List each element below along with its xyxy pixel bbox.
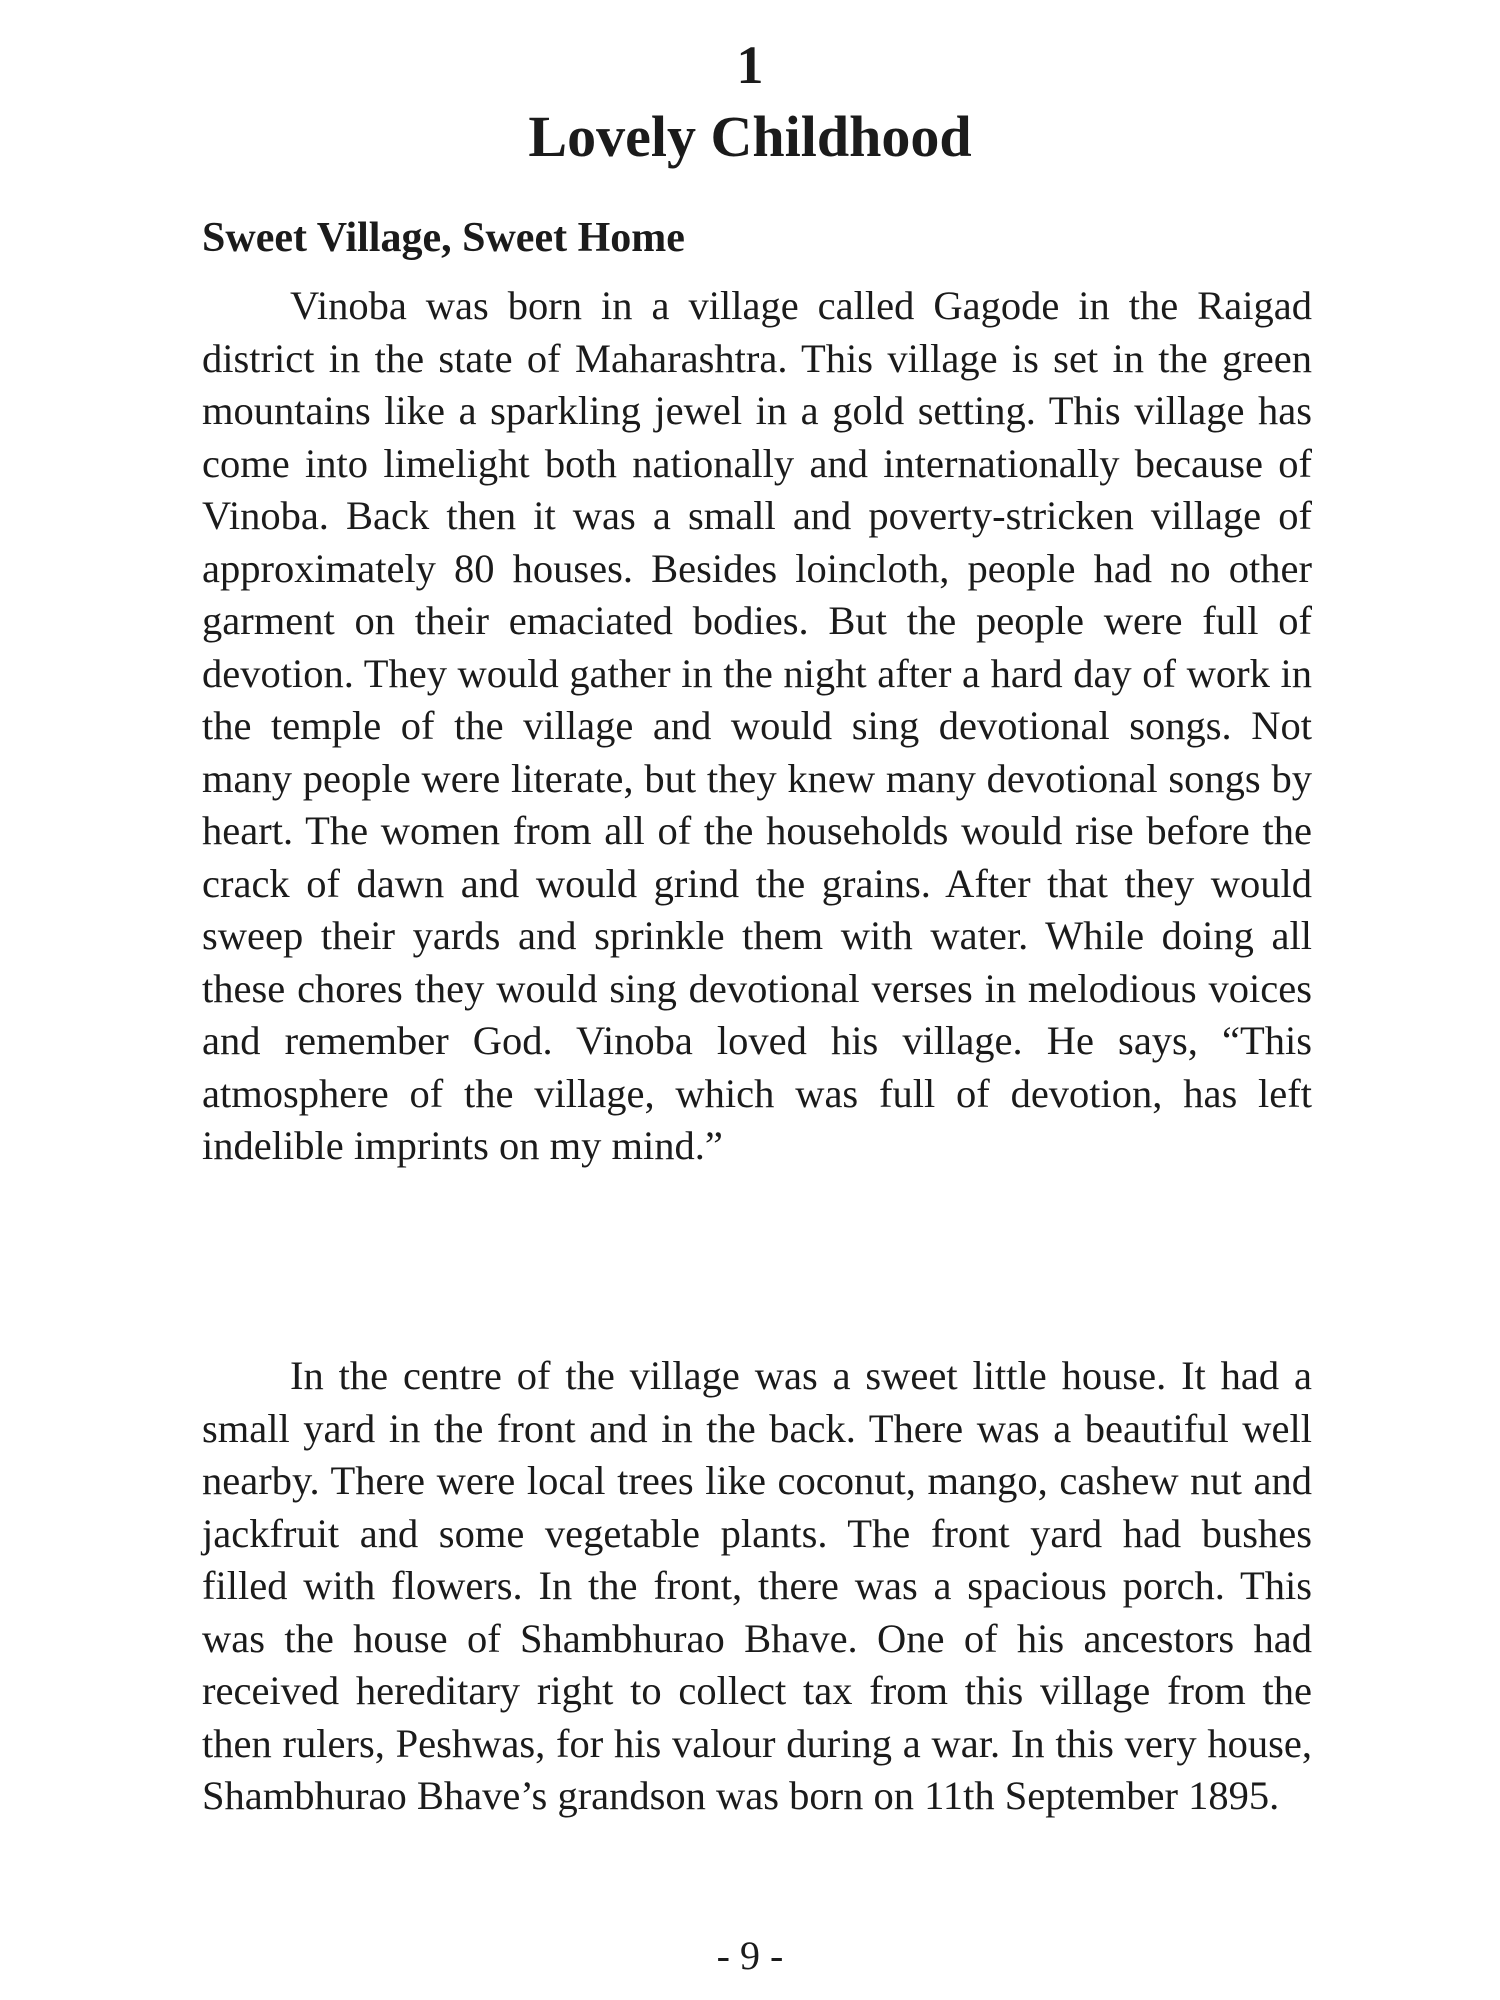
section-heading: Sweet Village, Sweet Home (202, 215, 685, 261)
page-number: - 9 - (716, 1933, 784, 1978)
chapter-title: Lovely Childhood (528, 104, 972, 169)
chapter-number: 1 (736, 35, 764, 95)
body-paragraph-2: In the centre of the village was a sweet little house. It had a small yard in the front and in the back. There was a beautiful well nearby. There were local trees like coconut, mango, cashew nut and jackfruit and some vegetable plants. The front yard had bushes filled with flowers. In the front, there was a spacious porch. This was the house of Shambhurao Bhave. One of his ancestors had received hereditary right to collect tax from this village from the then rulers, Peshwas, for his valour during a war. In this very house, Shambhurao Bhave’s grandson was born on 11th September 1895. (202, 1353, 1312, 1818)
body-paragraph-1: Vinoba was born in a village called Gagode in the Raigad district in the state of Maharashtra. This village is set in the green mountains like a sparkling jewel in a gold setting. This village has come into limelight both nationally and internationally because of Vinoba. Back then it was a small and poverty-stricken village of approximately 80 houses. Besides loincloth, people had no other garment on their emaciated bodies. But the people were full of devotion. They would gather in the night after a hard day of work in the temple of the village and would sing devotional songs. Not many people were literate, but they knew many devotional songs by heart. The women from all of the households would rise before the crack of dawn and would grind the grains. After that they would sweep their yards and sprinkle them with water. While doing all these chores they would sing devotional verses in melodious voices and remember God. Vinoba loved his village. He says, “This atmosphere of the village, which was full of devotion, has left indelible imprints on my mind.” (202, 283, 1312, 1168)
